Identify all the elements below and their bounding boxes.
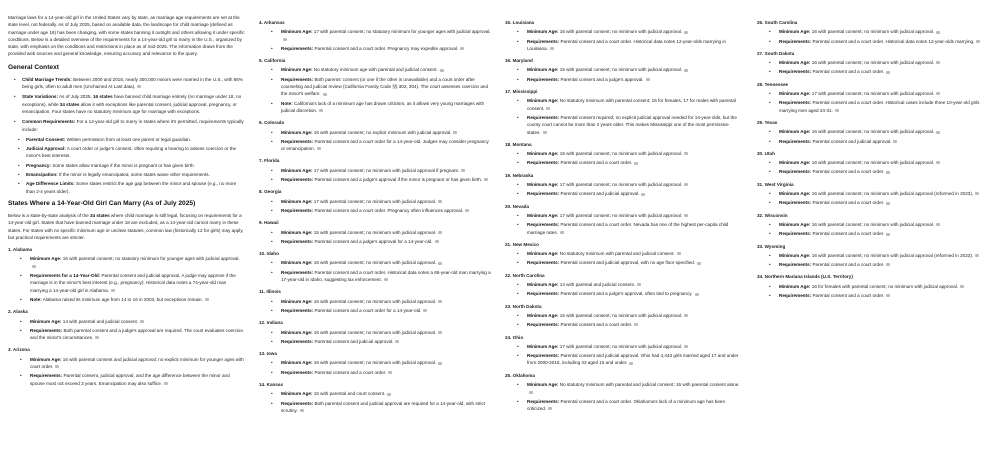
citation-icon[interactable] — [697, 262, 701, 265]
state-detail-item: • Requirements: Parental consent and a court order. Pregnancy may expedite approval. — [259, 45, 491, 52]
state-detail-item: • Requirements: Parental consent, judicial approval, and the age difference between the minor and spouse must not exceed 3 years. Emancipation may also suffice. — [8, 372, 245, 387]
state-detail-item: • Minimum Age: No statutory minimum with parental and judicial consent; 16 with parental consent alone. — [505, 381, 743, 396]
state-detail-item: • Requirements: Parental consent and a judge's approval for a 14-year-old. — [259, 238, 491, 245]
citation-icon[interactable] — [646, 78, 650, 81]
state-detail-item: • Minimum Age: 16 with parental consent; no statutory minimum for younger ages with judicial approval. — [8, 255, 245, 270]
citation-icon[interactable] — [634, 323, 638, 326]
column-4 — [749, 0, 1000, 476]
common-requirement-item: • Judicial Approval: A court order or judge's consent, often requiring a hearing to assess coercion or the minor's best interests. — [8, 145, 245, 160]
state-heading: 9. Hawaii — [259, 220, 279, 226]
state-detail-item: • Requirements: Parental consent and a court order. Historical data notes 12-year-olds marrying. — [757, 38, 994, 45]
citation-icon[interactable] — [438, 200, 442, 203]
citation-icon[interactable] — [388, 371, 392, 374]
state-heading: 3. Arizona — [8, 347, 30, 353]
state-detail-item: • Requirements: Parental consent and judicial approval. — [757, 138, 994, 145]
state-detail-item: • Requirements: Parental consent and judicial approval. — [505, 190, 743, 197]
citation-icon[interactable] — [460, 47, 464, 50]
state-heading: 2. Alaska — [8, 309, 28, 315]
state-detail-item: • Requirements: Parental consent and a court order. Historical data notes a 65-year-old man marrying a 17-year-old in Idaho, suggesting lax enforcement. — [259, 269, 491, 284]
state-detail-item: • Requirements: Parental consent and judicial approval. — [259, 338, 491, 345]
state-detail-item: • Minimum Age: 15 with parental and court consent. — [259, 390, 491, 397]
state-heading: 22. North Carolina — [505, 272, 545, 278]
state-detail-item: • Minimum Age: 16 with parental consent; no explicit minimum with judicial approval. — [259, 129, 491, 136]
state-heading: 8. Georgia — [259, 189, 282, 195]
citation-icon[interactable] — [438, 362, 442, 365]
citation-icon[interactable] — [140, 320, 144, 323]
state-detail-item: • Requirements: Parental consent and a court order. Pregnancy often influences approval. — [259, 207, 491, 214]
state-detail-item: • Requirements: Parental consent required; no explicit judicial approval needed for 14-year-olds, but the county court cannot be more than 2 years older. This makes Mississippi one of the most permissive states. — [505, 114, 743, 136]
state-detail-item: • Requirements: Both parents' consent (or one if the other is unavailable) and a court order after counseling and judicial review (California Family Code §§ 302, 304). The court assesses coercion and the minor's welfare. — [259, 76, 491, 98]
state-heading: 1. Alabama — [8, 247, 33, 253]
citation-icon[interactable] — [960, 285, 964, 288]
state-detail-item: • Requirements: Parental consent and a court order. — [757, 68, 994, 75]
citation-icon[interactable] — [438, 300, 442, 303]
state-detail-item: • Requirements: Parental consent and a court order. Historical cases include three 10-year-old girls marrying men aged 24-31. — [757, 99, 994, 114]
citation-icon[interactable] — [629, 362, 633, 365]
common-requirement-item: • Age Difference Limits: Some states restrict the age gap between the minor and spouse (e.g., no more than 2-4 years older). — [8, 180, 245, 195]
state-detail-item: • Requirements: Parental consent and a court order. — [757, 199, 994, 206]
state-heading: 17. Mississippi — [505, 89, 538, 95]
citation-icon[interactable] — [548, 407, 552, 410]
state-detail-item: • Minimum Age: 16 with parental consent; no minimum with judicial approval. — [259, 298, 491, 305]
state-heading: 18. Montana — [505, 141, 532, 147]
citation-icon[interactable] — [886, 294, 890, 297]
state-heading: 4. Arkansas — [259, 20, 285, 25]
state-detail-item: • Minimum Age: 16 with parental consent; no minimum with judicial approval. — [757, 221, 994, 228]
state-detail-item: • Requirements: Parental consent and a court order for a 14-year-old. — [259, 307, 491, 314]
state-heading: 27. South Dakota — [757, 50, 795, 56]
state-detail-item: • Requirements: Parental consent and a court order. — [757, 261, 994, 268]
citation-icon[interactable] — [384, 278, 388, 281]
state-detail-item: • Minimum Age: 17 with parental consent; no minimum with judicial approval. — [505, 181, 743, 188]
state-detail-item: • Requirements: Parental consent and judicial approval, with no age floor specified. — [505, 259, 743, 266]
citation-icon[interactable] — [976, 40, 980, 43]
citation-icon[interactable] — [55, 365, 59, 368]
state-heading: 31. West Virginia — [757, 181, 794, 187]
citation-icon[interactable] — [936, 92, 940, 95]
citation-icon[interactable] — [438, 262, 442, 265]
list-item: • Common Requirements: For a 14-year-old girl to marry in states where it's permitted, requirements typically include: — [8, 118, 245, 133]
state-detail-item: • Requirements: Parental consent and a court order. — [757, 168, 994, 175]
citation-icon[interactable] — [137, 85, 141, 88]
state-detail-item: • Requirements: Both parental consent and judicial approval are required for a 14-year-old, with strict scrutiny. — [259, 400, 491, 415]
state-detail-item: • Minimum Age: 17 with parental consent; no statutory minimum for younger ages with judicial approval. — [259, 28, 491, 43]
state-detail-item: • Minimum Age: 16 with parental consent; no minimum with judicial approval. — [757, 128, 994, 135]
citation-icon[interactable] — [435, 240, 439, 243]
citation-icon[interactable] — [886, 171, 890, 174]
citation-icon[interactable] — [323, 93, 327, 96]
state-heading: 15. Louisiana — [505, 20, 535, 25]
general-context-heading: General Context — [8, 63, 59, 71]
state-detail-item: • Requirements: Parental consent and a court order. Nevada has one of the highest per-capita child marriage rates. — [505, 221, 743, 236]
citation-icon[interactable] — [936, 131, 940, 134]
state-detail-item: • Minimum Age: 14 with parental and judicial consent. — [8, 318, 245, 325]
citation-icon[interactable] — [684, 314, 688, 317]
state-detail-item: • Minimum Age: No statutory minimum with parental and judicial consent. — [505, 250, 743, 257]
state-detail-item: • Minimum Age: 16 with parental consent; no minimum with judicial approval. — [505, 150, 743, 157]
state-detail-item: • Minimum Age: 16 with parental consent; no minimum with judicial approval. — [259, 329, 491, 336]
citation-icon[interactable] — [484, 178, 488, 181]
state-detail-item: • Requirements: Parental consent and a court order. Historical data notes 12-year-olds marrying in Louisiana. — [505, 38, 743, 53]
citation-icon[interactable] — [283, 38, 287, 41]
citation-icon[interactable] — [684, 152, 688, 155]
state-detail-item: • Requirements: Parental consent and judicial approval. Ohio had 4,443 girls married aged 17 and under from 2000-2015, including 43 aged 15 and under. — [505, 352, 743, 367]
state-detail-item: • Minimum Age: 16 for females with parental consent; no minimum with judicial approval. — [757, 283, 994, 290]
state-detail-item: • Minimum Age: 16 with parental consent; no minimum with judicial approval (reformed in 2023). — [757, 190, 994, 197]
state-heading: 32. Wisconsin — [757, 212, 788, 218]
column-2 — [251, 0, 497, 476]
state-detail-item: • Minimum Age: 16 with parental consent; no minimum with judicial approval. — [259, 259, 491, 266]
state-heading: 16. Maryland — [505, 58, 533, 64]
citation-icon[interactable] — [886, 202, 890, 205]
citation-icon[interactable] — [387, 393, 391, 396]
state-heading: 23. North Dakota — [505, 303, 542, 309]
state-detail-item: • Requirements: Parental consent and a judge's approval. — [505, 76, 743, 83]
citation-icon[interactable] — [684, 345, 688, 348]
state-detail-item: • Minimum Age: 16 with parental consent; no minimum with judicial approval. — [259, 359, 491, 366]
citation-icon[interactable] — [560, 231, 564, 234]
state-detail-item: • Requirements: Parental consent and a court order. — [505, 321, 743, 328]
citation-icon[interactable] — [684, 214, 688, 217]
state-heading: 12. Indiana — [259, 320, 283, 326]
citation-icon[interactable] — [835, 109, 839, 112]
state-detail-item: • Requirements: Parental consent and a court order. — [505, 159, 743, 166]
citation-icon[interactable] — [677, 252, 681, 255]
citation-icon[interactable] — [684, 183, 688, 186]
state-list-col1 — [8, 246, 245, 387]
state-heading: 6. Colorado — [259, 120, 285, 126]
states-section-heading: States Where a 14-Year-Old Girl Can Marry (As of July 2025) — [8, 199, 196, 207]
citation-icon[interactable] — [936, 161, 940, 164]
state-heading: 10. Idaho — [259, 251, 279, 257]
state-heading: 34. Northern Mariana Islands (U.S. Territory) — [757, 274, 853, 280]
citation-icon[interactable] — [319, 109, 323, 112]
state-heading: 11. Illinois — [259, 289, 281, 295]
state-list-col4 — [757, 19, 994, 299]
state-detail-item: • Minimum Age: 14 with parental and judicial consent. — [505, 281, 743, 288]
state-heading: 13. Iowa — [259, 351, 277, 357]
citation-icon[interactable] — [543, 131, 547, 134]
state-detail-item: • Requirements: Both parental consent and a judge's approval are required. The court evaluates coercion and the minor's circumstances. — [8, 327, 245, 342]
state-heading: 30. Utah — [757, 150, 775, 156]
column-3 — [497, 0, 749, 476]
citation-icon[interactable] — [684, 69, 688, 72]
citation-icon[interactable] — [205, 298, 209, 301]
states-intro: Below is a state-by-state analysis of the 34 states where child marriage is still legal, focusing on requirements for a 14-year-old girl. States that have banned marriage under 18 are excluded, as a 14-year-old cannot marry in these states. For states with no specific minimum age or unclear statutes, common law (historically 12 for girls) may apply, but practical requirements are stricter. — [8, 212, 244, 240]
state-heading: 19. Nebraska — [505, 172, 534, 178]
state-detail-item: • Requirements: Parental consent and a court order. — [757, 230, 994, 237]
state-heading: 25. Oklahoma — [505, 372, 535, 378]
list-item: • Child Marriage Trends: Between 2000 and 2018, nearly 300,000 minors were married in the U.S., with 86% being girls, often to adult men (Unchained At Last data). — [8, 76, 245, 91]
state-heading: 26. South Carolina — [757, 20, 798, 25]
state-heading: 14. Kansas — [259, 381, 284, 387]
state-detail-item: • Minimum Age: 16 with parental consent; no minimum with judicial approval (reformed in 2023). — [757, 252, 994, 259]
state-heading: 24. Ohio — [505, 334, 524, 340]
citation-icon[interactable] — [438, 331, 442, 334]
state-detail-item: • Minimum Age: 15 with parental consent; no minimum with judicial approval. — [505, 66, 743, 73]
state-detail-item: • Requirements: Parental consent and a judge's approval if the minor is pregnant or has given birth. — [259, 176, 491, 183]
state-detail-item: • Minimum Age: No statutory minimum with parental consent; 15 for females, 17 for males with parental consent. — [505, 97, 743, 112]
state-detail-item: • Minimum Age: 16 with parental consent and judicial approval; no explicit minimum for younger ages with court order. — [8, 356, 245, 371]
citation-icon[interactable] — [438, 231, 442, 234]
state-detail-item: • Note: California's lack of a minimum age has drawn criticism, as it allows very young marriages with judicial discretion. — [259, 100, 491, 115]
state-detail-item: • Requirements: Parental consent and a court order. — [259, 369, 491, 376]
common-requirement-item: • Parental Consent: Written permission from at least one parent or legal guardian. — [8, 136, 245, 143]
state-detail-item: • Minimum Age: 17 with parental consent; no minimum with judicial approval. — [259, 198, 491, 205]
state-detail-item: • Minimum Age: 16 with parental consent; no minimum with judicial approval. — [757, 159, 994, 166]
state-detail-item: • Minimum Age: 16 with parental consent; no minimum with judicial approval. — [505, 312, 743, 319]
citation-icon[interactable] — [529, 391, 533, 394]
state-heading: 5. California — [259, 58, 286, 64]
state-detail-item: • Minimum Age: 15 with parental consent; no minimum with judicial approval. — [259, 229, 491, 236]
common-requirements-list — [8, 136, 245, 195]
intro-paragraph: Marriage laws for a 14-year-old girl in the United States vary by state, as marriage age requirements are set at the state level, not federally. As of July 2025, based on available data, the landscape for child marriage (defined as marriage under age 18) has been changing, with some states banning it outright and others allowing it under specific conditions. Below is a detailed overview of the requirements for a 14-year-old girl to marry in the U.S., organized by state, with emphasis on the conditions and restrictions in place as of mid-2025. The information draws from the provided web sources and general knowledge, ensuring accuracy and relevance to the query. — [8, 15, 245, 57]
citation-icon[interactable] — [550, 47, 554, 50]
state-heading: 29. Texas — [757, 119, 778, 125]
citation-icon[interactable] — [886, 263, 890, 266]
citation-icon[interactable] — [684, 31, 688, 34]
citation-icon[interactable] — [395, 340, 399, 343]
citation-icon[interactable] — [423, 309, 427, 312]
citation-icon[interactable] — [440, 69, 444, 72]
state-heading: 7. Florida — [259, 158, 280, 164]
state-detail-item: • Minimum Age: 17 with parental consent; no minimum with judicial approval. — [505, 212, 743, 219]
state-heading: 28. Tennessee — [757, 81, 789, 87]
state-detail-item: • Requirements: Parental consent and a court order for a 14-year-old. Judges may consider pregnancy or emancipation. — [259, 138, 491, 153]
state-detail-item: • Minimum Age: 17 with parental consent; no minimum with judicial approval. — [757, 90, 994, 97]
citation-icon[interactable] — [317, 147, 321, 150]
state-detail-item: • Requirements: Parental consent and a court order. — [757, 292, 994, 299]
state-detail-item: • Minimum Age: 17 with parental consent; no minimum with judicial approval. — [505, 343, 743, 350]
citation-icon[interactable] — [886, 71, 890, 74]
state-heading: 21. New Mexico — [505, 241, 539, 247]
citation-icon[interactable] — [300, 409, 304, 412]
citation-icon[interactable] — [461, 169, 465, 172]
citation-icon[interactable] — [975, 254, 979, 257]
column-1 — [0, 0, 251, 476]
citation-icon[interactable] — [453, 131, 457, 134]
state-detail-item: • Requirements for a 14-Year-Old: Parental consent and judicial approval. A judge may approve if the marriage is in the minor's best interest (e.g., pregnancy). Historical data notes a 74-year-old man marrying a 14-year-old girl in Alabama. — [8, 272, 245, 294]
citation-icon[interactable] — [886, 233, 890, 236]
state-detail-item: • Minimum Age: No statutory minimum age with parental and judicial consent. — [259, 66, 491, 73]
state-detail-item: • Note: Alabama raised its minimum age from 14 to 16 in 2003, but exceptions remain. — [8, 296, 245, 303]
citation-icon[interactable] — [936, 31, 940, 34]
citation-icon[interactable] — [164, 382, 168, 385]
citation-icon[interactable] — [695, 293, 699, 296]
common-requirement-item: • Pregnancy: Some states allow marriage if the minor is pregnant or has given birth. — [8, 162, 245, 169]
citation-icon[interactable] — [546, 107, 550, 110]
citation-icon[interactable] — [641, 193, 645, 196]
citation-icon[interactable] — [975, 192, 979, 195]
state-heading: 20. Nevada — [505, 203, 530, 209]
state-detail-item: • Minimum Age: 16 with parental consent; no minimum with judicial approval. — [505, 28, 743, 35]
citation-icon[interactable] — [465, 209, 469, 212]
state-list-col3 — [505, 19, 743, 412]
state-detail-item: • Requirements: Parental consent and a court order. Oklahoma's lack of a minimum age has been criticized. — [505, 398, 743, 413]
list-item: • State Variations: As of July 2025, 16 states have banned child marriage entirely (no marriage under 18, no exceptions), while 34 states allow it with exceptions like parental consent, judicial approval, pregnancy, or emancipation. Four states have no statutory minimum age for marriage with exceptions. — [8, 93, 245, 115]
citation-icon[interactable] — [634, 162, 638, 165]
state-list-col2 — [259, 19, 491, 414]
state-heading: 33. Wyoming — [757, 243, 786, 249]
state-detail-item: • Minimum Age: 16 with parental consent; no minimum with judicial approval. — [757, 28, 994, 35]
citation-icon[interactable] — [936, 223, 940, 226]
state-detail-item: • Minimum Age: 17 with parental consent; no minimum with judicial approval if pregnant. — [259, 167, 491, 174]
citation-icon[interactable] — [32, 265, 36, 268]
state-detail-item: • Requirements: Parental consent and a judge's approval, often tied to pregnancy. — [505, 290, 743, 297]
citation-icon[interactable] — [637, 283, 641, 286]
citation-icon[interactable] — [936, 61, 940, 64]
common-requirement-item: • Emancipation: If the minor is legally emancipated, some states waive other requirements. — [8, 171, 245, 178]
state-detail-item: • Minimum Age: 16 with parental consent; no minimum with judicial approval. — [757, 59, 994, 66]
citation-icon[interactable] — [111, 289, 115, 292]
citation-icon[interactable] — [893, 140, 897, 143]
citation-icon[interactable] — [95, 336, 99, 339]
